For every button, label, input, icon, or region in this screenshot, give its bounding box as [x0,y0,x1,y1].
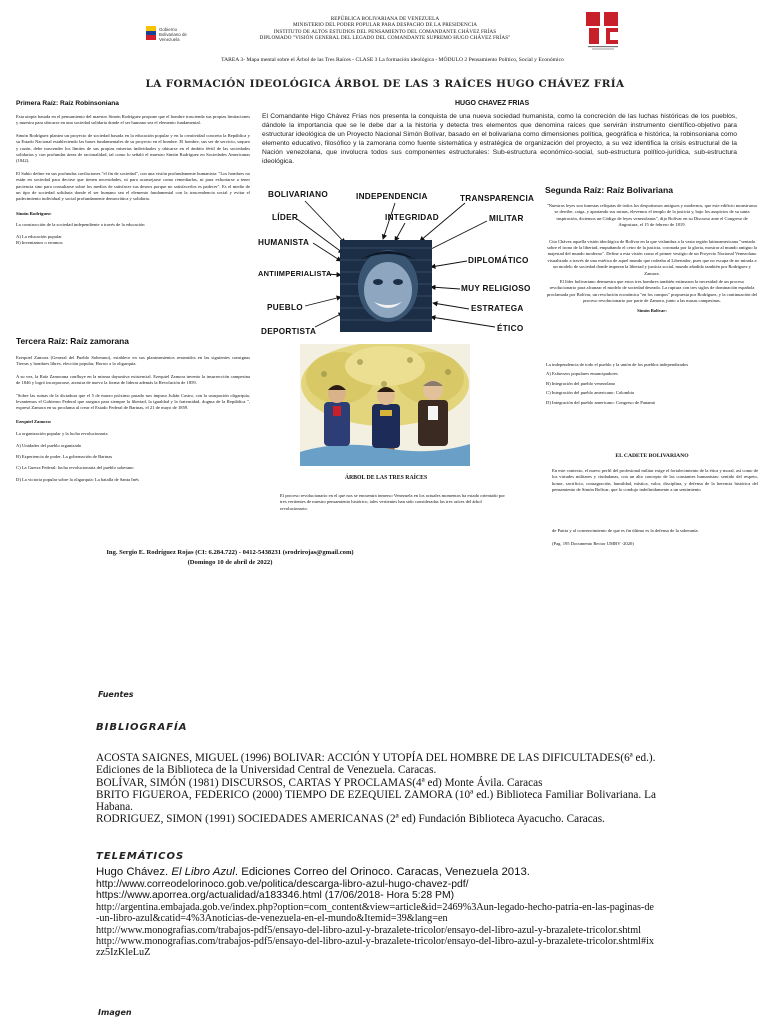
second-root-title: Segunda Raíz: Raíz Bolivariana [545,185,673,195]
simon-bolivar-label: Simón Bolívar: [637,307,667,313]
government-logo-text: Gobierno Bolivariano de Venezuela [159,27,187,42]
telematic-link[interactable]: http://www.correodelorinoco.gob.ve/politica/descarga-libro-azul-hugo-chavez-pdf/ [96,879,469,890]
trait-integridad: INTEGRIDAD [385,213,439,222]
assignment-line: TAREA 3- Mapa mental sobre el Árbol de las Tres Raíces - CLASE 3 La formación ideológica - MÓDULO 2 Pensamiento Político, Social y Económico [221,57,564,63]
three-roots-tree-image [300,344,470,466]
center-title: HUGO CHAVEZ FRIAS [455,100,530,107]
telematic-link[interactable]: http://www.monografias.com/trabajos-pdf5/ensayo-del-libro-azul-y-brazalete-tricolor/ensayo-del-libro-azul-y-brazalete-tricolor.shtml [96,924,642,936]
telematic-link[interactable]: https://www.aporrea.org/actualidad/a183346.html (17/06/2018- Hora 5:28 PM) [96,890,455,902]
paragraph: Simón Rodríguez plantea un proyecto de sociedad basada en la educación popular y en la creatividad concreta la República y su Estado Nacional estableciendo las bases fundamentales de su proyecto en el hombre. El hombre, sus ser de servicio, saqueo y razón, debe trascender los límites de sus propias miserias individuales y ubicarse en el ámbito fértil de las sociedades solidarias y con profundas áreas de racionalidad, tal como lo señaló el maestro Simón Rodríguez en Sociedades Americanas (1842). [16,132,250,164]
trait-militar: MILITAR [489,214,524,223]
date-line: (Domingo 10 de abril de 2022) [187,558,273,566]
trait-lider: LÍDER [272,213,299,222]
trait-transparencia: TRANSPARENCIA [460,194,535,203]
first-root-title: Primera Raíz: Raíz Robinsoniana [16,100,119,107]
third-root-title: Tercera Raíz: Raíz zamorana [16,336,129,346]
trait-etico: ÉTICO [497,324,524,333]
simon-rodriguez-label: Simón Rodríguez: [16,210,52,216]
tree-caption: ÁRBOL DE LAS TRES RAÍCES [344,475,428,481]
bibliography-entry: ACOSTA SAIGNES, MIGUEL (1996) BOLIVAR: ACCIÓN Y UTOPÍA DEL HOMBRE DE LAS DIFICULTADES(6ª ed.). Ediciones de la Biblioteca de la Universidad Central de Venezuela. Caracas. [96,752,656,777]
bibliography-entry: RODRIGUEZ, SIMON (1991) SOCIEDADES AMERICANAS (2ª ed) Fundación Biblioteca Ayacucho. Caracas. [96,813,605,826]
portrait-image [340,240,432,332]
telematic-entry [96,866,656,879]
list-item: C) Integración del pueblo americano: Colombia [546,390,634,396]
trait-bolivariano: BOLIVARIANO [268,190,329,199]
second-root-section [546,203,758,316]
telematic-link[interactable]: http://www.monografias.com/trabajos-pdf5/ensayo-del-libro-azul-y-brazalete-tricolor/ensayo-del-libro-azul-y-brazalete-tricolor.shtml#ixzz5IzKleLuZ [96,936,655,959]
list-item: La independencia de todo el pueblo y la unión de los pueblos independizados [546,362,689,367]
institution-header [150,16,620,42]
paragraph: Cita Chávez aquella visión ideológica de Bolívar en la que vislumbra a la vasta región latinoamericana "sentada sobre el trono de la libertad, empuñando el cetro de la justicia, coronada por la gloria, mostrar al mundo antiguo la majestad del mundo moderno". Define a esta visión como el primer vestigio de un Proyecto Nacional Venezolano visualizado a través de una estética de aquel mundo que rodeaba al Libertador, pues que no escapa de no mirada a un modelo de sociedad donde imperan la libertad y justicia social, mundo añadido también por Rodríguez y Zamora. [546,238,758,276]
paragraph: El Sabio define en sus profundas cavilaciones "el fin de sociedad", con una visión profundamente humanista: "Los hombres no están en sociedad para decirse que tienen necesidades, ni para aconsejarse como remediarlas, ni para exhortarse a tener paciencia sino para consultarse sobre los medios de satisfacer sus deseos porque no satisfacerlos es padecer". Es el medio de un tipo de sociedad solidaria donde el ser humano sea el elemento fundamental con la trascendencia social y evitar el padecimiento individual y social profundamente democrática y solidaria. [16,170,250,202]
trait-estratega: ESTRATEGA [471,304,524,313]
paragraph: El líder bolivariano demuestra que estos tres hombres también estimaron la necesidad de un proceso revolucionario para alcanzar el modelo de sociedad deseado. La ruptura con tres siglos de dominación española proclamada por Bolívar, un revolución económica "en los campos" propuesta por Rodríguez, y la continuación del proceso revolucionario por parte de Zamora, junto a las masas campesinas. [546,279,758,304]
tree-description: El proceso revolucionario en el que nos se encuentra inmerso Venezuela en los actuales momentos ha estado orientado por tres vertientes de nuestro pensamiento histórico, tales vertientes han sido consideradas las tres raíces del árbol revolucionario. [280,493,505,511]
bibliography-entry: BOLÍVAR, SIMÓN (1981) DISCURSOS, CARTAS Y PROCLAMAS(4ª ed) Monte Ávila. Caracas [96,776,543,789]
list-item: B) Inventamos o erramos [16,240,63,246]
header-line: DIPLOMADO "VISIÓN GENERAL DEL LEGADO DEL COMANDANTE SUPREMO HUGO CHÁVEZ FRÍAS" [259,35,511,42]
cadete-paragraph: En este contexto, el nuevo perfil del profesional militar exige el fortalecimiento de la ética y moral, así como de los virtudes militares y ciudadanas, con un alto concepto de las constantes humanistas: sentido del respeto, honor, sacrificio, consagración, humildad, mística, valor, disciplina, y defensa de la herencia histórica del pensamiento de Simón Bolívar, que lo condujo indefinidamente a un sentimiento [552,468,758,493]
page-title: LA FORMACIÓN IDEOLÓGICA ÁRBOL DE LAS 3 RAÍCES HUGO CHÁVEZ FRÍA [145,78,625,90]
telematicos-list [96,866,656,959]
header-line: INSTITUTO DE ALTOS ESTUDIOS DEL PENSAMIENTO DEL COMANDANTE CHÁVEZ FRÍAS [273,28,497,35]
trait-diplomatico: DIPLOMÁTICO [468,256,529,265]
list-item: D) La victoria popular sobre la oligarquía: La batalla de Santa Inés [16,476,139,482]
list-item: La organización popular y la lucha revolucionaria [16,431,108,437]
telematicos-heading: TELEMÁTICOS [96,851,185,862]
telematic-book: El Libro Azul [171,866,235,878]
cadete-paragraph-end: de Patria y al convencimiento de que es fin último es la defensa de la soberanía. [552,528,699,533]
trait-antiimperialista: ANTIIMPERIALISTA [258,269,332,278]
tree-painting [300,344,470,466]
list-item: A) La educación popular [16,233,62,239]
list-item: B) Experiencia de poder. La gobernación de Barinas [16,454,113,460]
header-line: MINISTERIO DEL PODER POPULAR PARA DESPACHO DE LA PRESIDENCIA [292,22,478,29]
center-intro: El Comandante Higo Chávez Frías nos presenta la conquista de una nueva sociedad humanista, como la concreción de las luchas históricas de los pueblos, dándole la importancia que se le debe dar a la historia y detecta tres elementos que denomina raíces que servirán instrumento científico-objetivo para estructurar ideológica de un Proyecto Nacional Simón Bolívar, basado en el bolivariana como dimensiones política, geográfica e histórica, la robinsoniana como elemento educativo, filosófico y la zamorana como fuente sistemática y estratégica de organización del proyecto, a su vez identifica la crisis estructural de la Nación venezolana, que involucra todos sus componentes estructurales: Sub-estructura económico-social, sub-estructura político-jurídica, sub-estructura ideológica. [262,113,737,166]
list-item: La construcción de la sociedad independiente a través de la educación [16,222,145,228]
list-item: B) Integración del pueblo venezolano [546,380,616,386]
trait-humanista: HUMANISTA [258,238,310,247]
list-item: A) Unidades del pueblo organizado [16,442,82,448]
trait-muy-religioso: MUY RELIGIOSO [461,284,531,293]
simon-bolivar-list [546,362,758,406]
paragraph: "Sobre las ruinas de la dictadura que el 5 de marzo próximo pasado nos impuso Julián Castro, con la usurpación oligarquía, levantemos el Gobierno Federal que asegura para siempre la libertad, la igualdad y la fraternidad, dogma de la República ", expresó Zamora en su proclama al crear el Estado Federal de Barinas, el 21 de mayo de 1859. [16,392,250,411]
chavez-portrait [340,240,432,332]
paragraph: Esta utopía basada en el pensamiento del maestro Simón Rodríguez propone que el hombre trascienda sus propias limitaciones y muestra para ubicarse en una sociedad solidaria donde el ser humano sea el elemento fundamental. [16,114,250,126]
third-root-section [16,336,250,483]
telematic-rest: . Ediciones Correo del Orinoco. Caracas, Venezuela 2013. [234,866,530,878]
paragraph: Ezequiel Zamora (General del Pueblo Soberano), establece en sus planteamientos resumidos en las siguientes consignas Tierras y hombres libres, elección popular, Horror a la oligarquía. [16,355,250,367]
trait-pueblo: PUEBLO [267,303,303,312]
telematic-link[interactable]: http://argentina.embajada.gob.ve/index.php?option=com_content&view=article&id=2469%3Aun-legado-hecho-patria-en-las-paginas-de-un-libro-azul&catid=4%3Anoticias-de-venezuela-en-el-mundo&Itemid=39&lang=en [96,901,654,925]
author-line: Ing. Sergio E. Rodríguez Rojas (CI: 6.284.722) - 0412-5438231 (srodrirojas@gmail.com) [106,549,354,556]
header-line: REPÚBLICA BOLIVARIANA DE VENEZUELA [330,16,440,22]
bibliography-entry: BRITO FIGUEROA, FEDERICO (2000) TIEMPO DE EZEQUIEL ZAMORA (10ª ed.) Biblioteca Familiar Bolivariana. La Habana. [96,788,656,814]
paragraph: "Nuestras leyes son funestas reliquias de todos los despotismos antiguos y modernos, que este edificio monstruoso se derribe, caiga, y apartando sus ruinas, elevemos el templo de la justicia y, bajo los auspicios de su santa inspiración, dictemos un Código de leyes venezolanas", dijo Bolívar en su Discurso ante el Congreso de Angostura, el 15 de febrero de 1819. [546,203,758,228]
bibliography-heading: BIBLIOGRAFÍA [96,722,188,733]
list-item: D) Integración del pueblo americano: Congreso de Panamá [546,399,655,405]
fuentes-heading: Fuentes [98,690,134,699]
bibliography-list [96,752,656,826]
paragraph: A su vez, la Raíz Zamorana confluye en la misma dayuntiva existencial. Ezequiel Zamora invento la insurrección campesina de 1846 y logró incorporarse, arrastra de nuevo la forma de liderar además la Revolución de 1859. [16,373,250,386]
list-item: C) La Guerra Federal: lucha revolucionaria del pueblo soberano [16,465,134,471]
trait-independencia: INDEPENDENCIA [356,192,428,201]
institute-emblem-icon [584,12,624,52]
cadete-reference: (Pag. 195 Documento Rector UMBV -2020) [552,541,634,546]
institute-logo [584,12,624,52]
list-item: A) Esfuerzos populares emancipadores [546,371,618,377]
imagen-heading: Imagen [98,1008,132,1017]
author-block [50,548,410,567]
ezequiel-zamora-label: Ezequiel Zamora: [16,418,52,424]
first-root-section [16,100,250,247]
trait-deportista: DEPORTISTA [261,327,317,336]
cadete-title: EL CADETE BOLIVARIANO [615,453,689,459]
telematic-author: Hugo Chávez. [96,866,172,878]
